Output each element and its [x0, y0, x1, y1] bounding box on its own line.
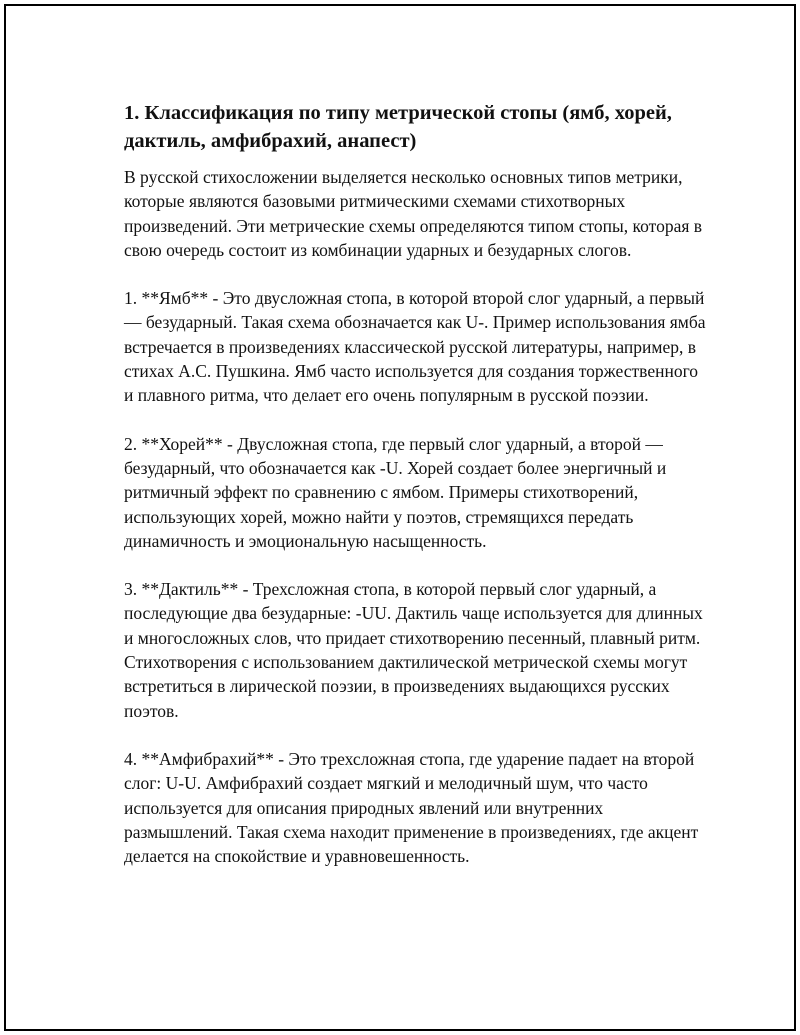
document-body — [124, 99, 706, 892]
iamb-paragraph: 1. **Ямб** - Это двусложная стопа, в которой второй слог ударный, а первый — безударный. Такая схема обозначается как U-. Пример использования ямба встречается в произведениях классической русской литературы, например, в стихах А.С. Пушкина. Ямб часто используется для создания торжественного и плавного ритма, что делает его очень популярным в русской поэзии. — [124, 288, 706, 406]
intro-paragraph: В русской стихосложении выделяется несколько основных типов метрики, которые являются базовыми ритмическими схемами стихотворных произведений. Эти метрические схемы определяются типом стопы, которая в свою очередь состоит из комбинации ударных и безударных слогов. — [124, 167, 703, 260]
amphibrach-paragraph: 4. **Амфибрахий** - Это трехсложная стопа, где ударение падает на второй слог: U-U. Амфибрахий создает мягкий и мелодичный шум, что часто используется для описания природных явлений или внутренних размышлений. Такая схема находит применение в произведениях, где акцент делается на спокойствие и уравновешенность. — [124, 748, 699, 867]
trochee-paragraph: 2. **Хорей** - Двусложная стопа, где первый слог ударный, а второй — безударный, что обозначается как -U. Хорей создает более энергичный и ритмичный эффект по сравнению с ямбом. Примеры стихотворений, использующих хорей, можно найти у поэтов, стремящихся передать динамичность и эмоциональную насыщенность. — [124, 433, 667, 551]
page-frame — [4, 4, 796, 1031]
section-heading: 1. Классификация по типу метрической стопы (ямб, хорей, дактиль, амфибрахий, анапест) — [124, 102, 672, 152]
dactyl-paragraph: 3. **Дактиль** - Трехсложная стопа, в которой первый слог ударный, а последующие два безударные: -UU. Дактиль чаще используется для длинных и многосложных слов, что придает стихотворению песенный, плавный ритм. Стихотворения с использованием дактилической метрической схемы могут встретиться в лирической поэзии, в произведениях выдающихся русских поэтов. — [124, 579, 703, 721]
